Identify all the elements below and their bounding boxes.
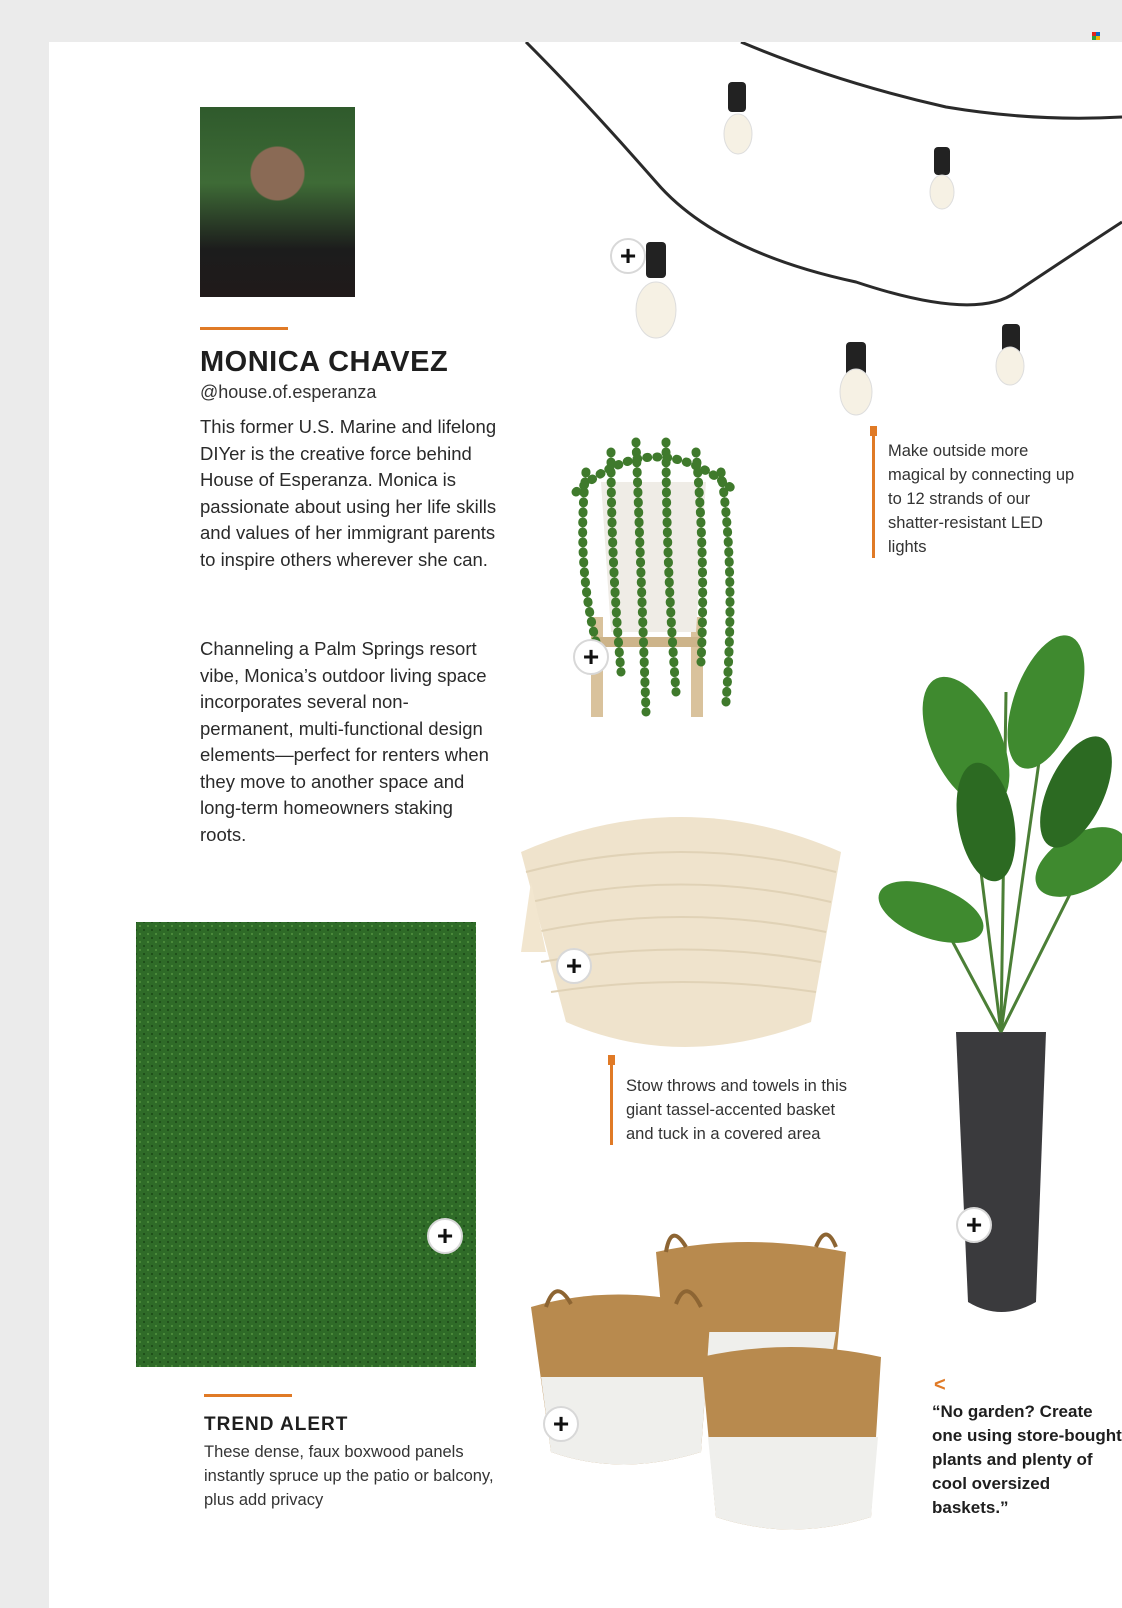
basket-callout-text: Stow throws and towels in this giant tassel-accented basket and tuck in a covered area — [626, 1077, 848, 1143]
accent-rule — [200, 327, 288, 330]
trend-alert-text: These dense, faux boxwood panels instantly spruce up the patio or balcony, plus add privacy — [204, 1443, 494, 1509]
author-photo — [200, 107, 355, 297]
seagrass-baskets-image — [526, 1212, 906, 1552]
boxwood-panel-image — [136, 922, 476, 1367]
bio-paragraph-1: This former U.S. Marine and lifelong DIYer is the creative force behind House of Esperanza. Monica is passionate about using her life skills and values of her immigrant parents to inspire others wherever she can. — [200, 416, 497, 570]
add-string-lights-button[interactable]: + — [610, 238, 646, 274]
color-dots-icon — [1092, 32, 1100, 40]
add-potted-palm-button[interactable]: + — [956, 1207, 992, 1243]
tassel-basket-image — [511, 792, 851, 1092]
trend-accent-rule — [204, 1394, 292, 1397]
basket-callout-bar — [610, 1059, 613, 1145]
add-hanging-plant-button[interactable]: + — [573, 639, 609, 675]
author-handle: @house.of.esperanza — [200, 382, 377, 402]
potted-palm-image — [876, 632, 1122, 1342]
left-margin-strip — [49, 42, 136, 1608]
add-tassel-basket-button[interactable]: + — [556, 948, 592, 984]
pull-quote: “No garden? Create one using store-bought plants and plenty of cool oversized baskets.” — [932, 1402, 1122, 1517]
magazine-page — [136, 42, 1122, 1608]
string-lights-image — [516, 42, 1122, 422]
trend-alert-title: TREND ALERT — [204, 1414, 349, 1435]
lights-callout-bar — [872, 430, 875, 558]
quote-mark-icon: < — [934, 1374, 946, 1396]
hanging-plant-image — [566, 412, 766, 722]
bio-paragraph-2: Channeling a Palm Springs resort vibe, Monica’s outdoor living space incorporates several non-permanent, multi-functional design elements—perfect for renters when they move to another space and long-term homeowners staking roots. — [200, 638, 489, 845]
author-name: MONICA CHAVEZ — [200, 346, 449, 378]
add-boxwood-panel-button[interactable]: + — [427, 1218, 463, 1254]
lights-callout-text: Make outside more magical by connecting up to 12 strands of our shatter-resistant LED lights — [888, 442, 1075, 556]
add-seagrass-baskets-button[interactable]: + — [543, 1406, 579, 1442]
